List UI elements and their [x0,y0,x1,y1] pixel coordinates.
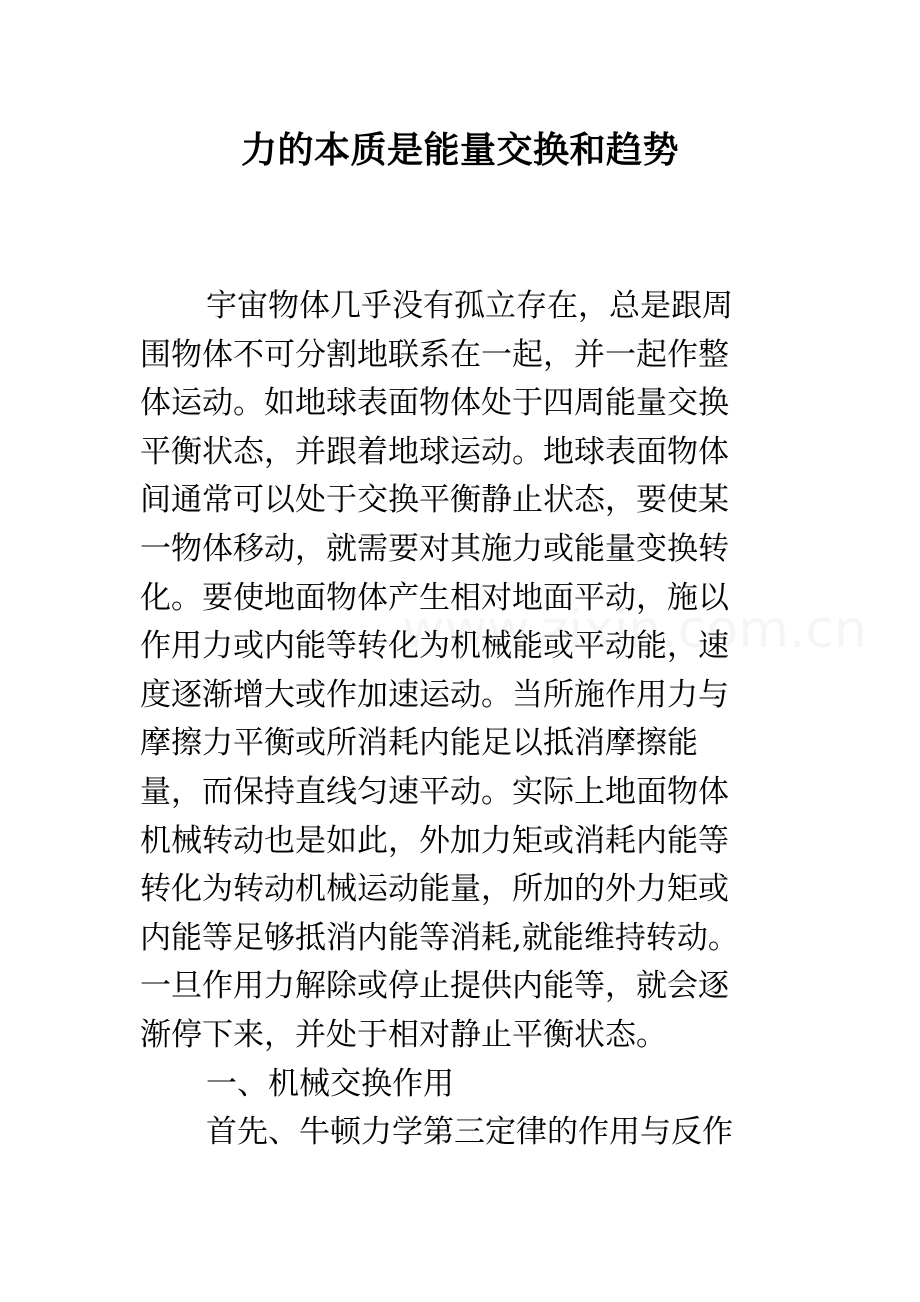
paragraph-line: 围物体不可分割地联系在一起，并一起作整 [140,336,729,373]
paragraph-line: 量，而保持直线匀速平动。实际上地面物体 [140,773,729,810]
document-body [140,282,780,1157]
paragraph-line: 化。要使地面物体产生相对地面平动，施以 [140,579,729,616]
page-title: 力的本质是能量交换和趋势 [240,130,679,171]
paragraph-line: 间通常可以处于交换平衡静止状态，要使某 [140,482,729,519]
paragraph-line: 转化为转动机械运动能量，所加的外力矩或 [140,871,729,908]
paragraph-line: 宇宙物体几乎没有孤立存在，总是跟周 [206,288,733,324]
paragraph-line: 首先、牛顿力学第三定律的作用与反作 [206,1114,733,1151]
paragraph-line: 机械转动也是如此，外加力矩或消耗内能等 [140,822,729,859]
paragraph-line: 摩擦力平衡或所消耗内能足以抵消摩擦能 [140,725,698,762]
paragraph-line: 渐停下来，并处于相对静止平衡状态。 [140,1016,667,1053]
paragraph-line: 一物体移动，就需要对其施力或能量变换转 [140,530,729,567]
section-heading: 一、机械交换作用 [206,1065,454,1102]
paragraph-line: 内能等足够抵消内能等消耗,就能维持转动。 [140,919,739,956]
paragraph-line: 度逐渐增大或作加速运动。当所施作用力与 [140,676,729,713]
paragraph-line: 体运动。如地球表面物体处于四周能量交换 [140,385,729,422]
paragraph-line: 一旦作用力解除或停止提供内能等，就会逐 [140,968,729,1005]
paragraph-line: 作用力或内能等转化为机械能或平动能，速 [140,628,729,665]
paragraph-line: 平衡状态，并跟着地球运动。地球表面物体 [140,433,729,470]
